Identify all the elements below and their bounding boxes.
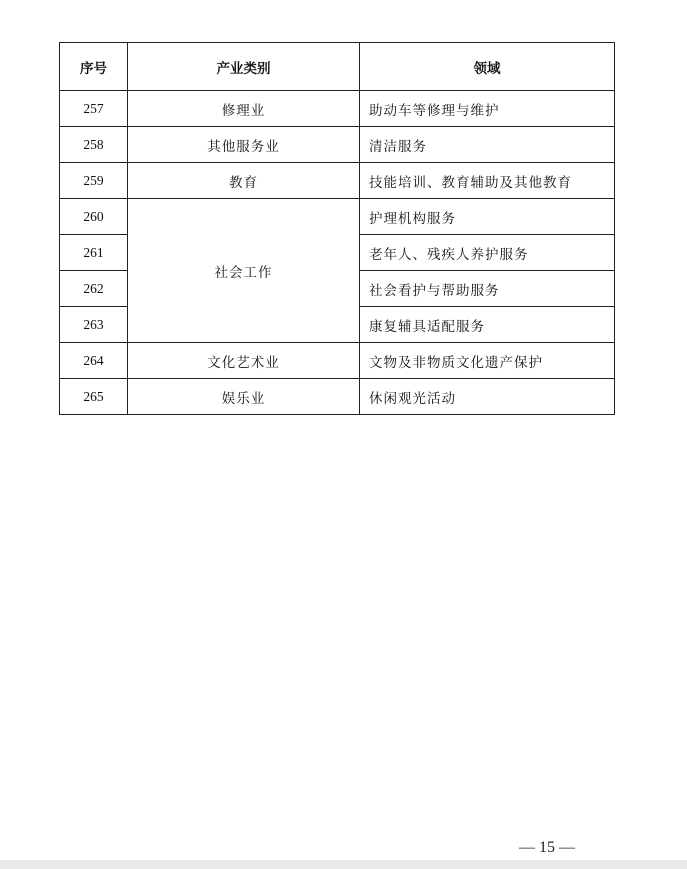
row-number: 265	[60, 379, 128, 415]
table-row	[60, 379, 615, 415]
row-field: 社会看护与帮助服务	[360, 271, 615, 307]
industry-table	[59, 42, 615, 415]
table-row	[60, 343, 615, 379]
header-category: 产业类别	[128, 43, 360, 91]
row-number: 261	[60, 235, 128, 271]
table-row	[60, 163, 615, 199]
row-category-merged: 社会工作	[128, 199, 360, 343]
row-field: 技能培训、教育辅助及其他教育	[360, 163, 615, 199]
header-field: 领域	[360, 43, 615, 91]
row-category: 文化艺术业	[128, 343, 360, 379]
row-number: 264	[60, 343, 128, 379]
row-number: 257	[60, 91, 128, 127]
row-category: 教育	[128, 163, 360, 199]
row-number: 259	[60, 163, 128, 199]
row-number: 263	[60, 307, 128, 343]
row-number: 260	[60, 199, 128, 235]
table-row	[60, 91, 615, 127]
row-category: 娱乐业	[128, 379, 360, 415]
row-field: 助动车等修理与维护	[360, 91, 615, 127]
row-number: 262	[60, 271, 128, 307]
viewer-bottom-edge	[0, 860, 687, 869]
row-field: 清洁服务	[360, 127, 615, 163]
row-field: 文物及非物质文化遗产保护	[360, 343, 615, 379]
row-category: 修理业	[128, 91, 360, 127]
page-number: — 15 —	[519, 839, 575, 856]
row-number: 258	[60, 127, 128, 163]
table-row	[60, 127, 615, 163]
row-field: 老年人、残疾人养护服务	[360, 235, 615, 271]
row-category: 其他服务业	[128, 127, 360, 163]
row-field: 休闲观光活动	[360, 379, 615, 415]
table-header-row	[60, 43, 615, 91]
table-row	[60, 199, 615, 235]
header-number: 序号	[60, 43, 128, 91]
row-field: 康复辅具适配服务	[360, 307, 615, 343]
row-field: 护理机构服务	[360, 199, 615, 235]
